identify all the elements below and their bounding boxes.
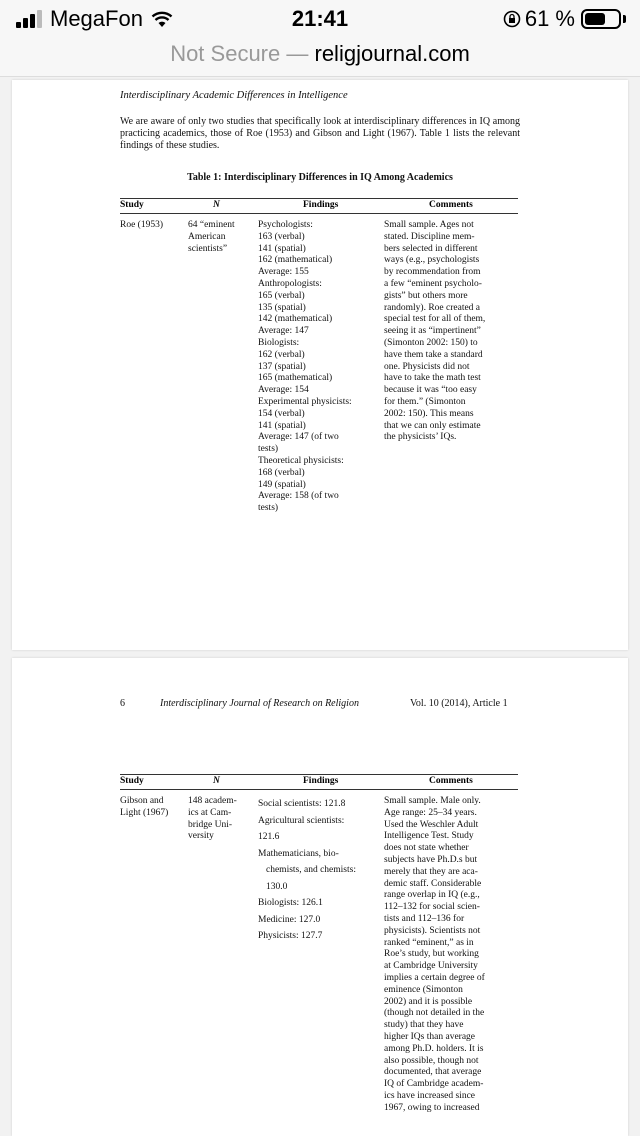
study-line: Gibson and	[120, 796, 164, 806]
comment-line: Age range: 25–34 years.	[384, 807, 477, 818]
status-bar	[0, 0, 640, 40]
header-findings: Findings	[303, 200, 339, 210]
comment-line: IQ of Cambridge academ-	[384, 1079, 484, 1090]
table-caption: Table 1: Interdisciplinary Differences in IQ Among Academics	[187, 172, 453, 183]
n-line: bridge Uni-	[188, 819, 233, 830]
battery-percent: 61 %	[524, 6, 575, 31]
finding-line: Psychologists:	[258, 220, 313, 230]
header-n: N	[213, 776, 220, 786]
comment-line: demic staff. Considerable	[384, 878, 482, 889]
volume-info: Vol. 10 (2014), Article 1	[410, 698, 508, 709]
orientation-lock-icon	[503, 10, 521, 28]
comment-line: range overlap in IQ (e.g.,	[384, 890, 480, 901]
comment-line: have them take a standard	[384, 349, 483, 360]
table-cell-study: Roe (1953)	[120, 220, 164, 230]
page-number: 6	[120, 698, 125, 709]
body-paragraph: We are aware of only two studies that specifically look at interdisciplinary differences in IQ among practicing academics, those of Roe (1953) and Gibson and Light (1967). Table 1 lists the relevant findings of these studies.	[120, 116, 520, 151]
carrier-name: MegaFon	[50, 6, 143, 31]
comment-line: gists” but others more	[384, 290, 468, 301]
finding-line: Experimental physicists:	[258, 396, 352, 407]
comment-line: ranked “eminent,” as in	[384, 937, 474, 948]
battery-icon	[581, 9, 621, 29]
header-study: Study	[120, 776, 144, 786]
finding-line: 121.6	[258, 832, 280, 842]
table-header	[120, 198, 518, 214]
finding-line: 168 (verbal)	[258, 467, 305, 478]
header-n: N	[213, 200, 220, 210]
header-study: Study	[120, 200, 144, 210]
comment-line: the physicists’ IQs.	[384, 432, 457, 443]
finding-line: tests)	[258, 444, 279, 455]
table-header	[120, 774, 518, 790]
comment-line: (though not detailed in the	[384, 1008, 485, 1019]
comment-line: Small sample. Male only.	[384, 796, 481, 806]
address-bar[interactable]	[0, 40, 640, 77]
comment-line: 2002) and it is possible	[384, 996, 473, 1007]
comment-line: Used the Weschler Adult	[384, 819, 479, 830]
comment-line: ways (e.g., psychologists	[384, 255, 480, 266]
finding-line: Medicine: 127.0	[258, 914, 321, 925]
comment-line: Roe’s study, but working	[384, 949, 479, 960]
header-comments: Comments	[429, 200, 473, 210]
finding-line: 165 (verbal)	[258, 290, 305, 301]
finding-line: Physicists: 127.7	[258, 931, 323, 941]
comment-line: for them.” (Simonton	[384, 396, 466, 407]
comment-line: documented, that average	[384, 1067, 482, 1078]
pdf-page	[12, 658, 628, 1136]
header-comments: Comments	[429, 776, 473, 786]
comment-line: 112–132 for social scien-	[384, 902, 480, 913]
table-cell-study	[120, 796, 168, 820]
finding-line: Biologists: 126.1	[258, 898, 323, 908]
finding-line: Anthropologists:	[258, 278, 322, 289]
comment-line: randomly). Roe created a	[384, 302, 481, 313]
comment-line: seeing it as “impertinent”	[384, 326, 481, 337]
comment-line: Small sample. Ages not	[384, 220, 474, 230]
comment-line: (Simonton 2002: 150) to	[384, 337, 478, 348]
table-cell-comments	[384, 796, 485, 1115]
security-label: Not Secure	[170, 41, 281, 66]
header-findings: Findings	[303, 776, 339, 786]
battery-status	[503, 6, 626, 32]
comment-line: higher IQs than average	[384, 1031, 476, 1042]
finding-line: 162 (mathematical)	[258, 255, 333, 266]
comment-line: Intelligence Test. Study	[384, 831, 474, 842]
finding-line: 141 (spatial)	[258, 420, 306, 431]
comment-line: subjects have Ph.D.s but	[384, 854, 478, 865]
n-line: ics at Cam-	[188, 807, 232, 818]
finding-line: Social scientists: 121.8	[258, 799, 346, 809]
comment-line: tists and 112–136 for	[384, 913, 465, 924]
finding-line: Agricultural scientists:	[258, 815, 345, 826]
comment-line: also possible, though not	[384, 1055, 479, 1066]
comment-line: a few “eminent psycholo-	[384, 278, 482, 289]
finding-line: Mathematicians, bio-	[258, 848, 339, 859]
finding-line: 130.0	[266, 881, 288, 892]
n-line: American	[188, 231, 226, 242]
finding-line: Average: 154	[258, 385, 309, 396]
comment-line: 1967, owing to increased	[384, 1102, 480, 1113]
finding-line: 149 (spatial)	[258, 479, 306, 490]
comment-line: does not state whether	[384, 843, 469, 854]
finding-line: Average: 147	[258, 326, 309, 337]
comment-line: by recommendation from	[384, 267, 481, 278]
comment-line: one. Physicists did not	[384, 361, 470, 372]
comment-line: that we can only estimate	[384, 420, 481, 431]
finding-line: 142 (mathematical)	[258, 314, 333, 325]
comment-line: have to take the math test	[384, 373, 481, 384]
study-line: Light (1967)	[120, 807, 169, 818]
finding-line: 165 (mathematical)	[258, 373, 333, 384]
comment-line: physicists). Scientists not	[384, 925, 481, 936]
comment-line: study) that they have	[384, 1020, 464, 1031]
comment-line: implies a certain degree of	[384, 972, 485, 983]
table-cell-comments	[384, 220, 485, 444]
comment-line: because it was “too easy	[384, 385, 477, 396]
finding-line: 163 (verbal)	[258, 231, 305, 242]
journal-title: Interdisciplinary Journal of Research on Religion	[160, 698, 359, 709]
finding-line: Average: 147 (of two	[258, 432, 339, 443]
comment-line: ics have increased since	[384, 1090, 475, 1101]
finding-line: 137 (spatial)	[258, 361, 306, 372]
comment-line: eminence (Simonton	[384, 984, 463, 995]
url-separator: —	[286, 41, 309, 66]
finding-line: Average: 155	[258, 267, 309, 278]
table-cell-findings	[258, 796, 356, 945]
finding-line: chemists, and chemists:	[266, 865, 356, 875]
finding-line: 162 (verbal)	[258, 349, 305, 360]
comment-line: 2002: 150). This means	[384, 408, 474, 419]
n-line: 148 academ-	[188, 796, 237, 806]
n-line: scientists”	[188, 243, 228, 254]
comment-line: bers selected in different	[384, 243, 478, 254]
finding-line: Average: 158 (of two	[258, 491, 339, 502]
table-cell-n	[188, 796, 237, 843]
table-cell-findings	[258, 220, 352, 515]
n-line: 64 “eminent	[188, 220, 235, 230]
finding-line: 135 (spatial)	[258, 302, 306, 313]
table-cell-n	[188, 220, 235, 255]
section-title: Interdisciplinary Academic Differences in Intelligence	[120, 90, 348, 101]
url-domain: religjournal.com	[314, 41, 470, 66]
finding-line: tests)	[258, 503, 279, 514]
finding-line: Biologists:	[258, 337, 300, 348]
pdf-page	[12, 80, 628, 650]
finding-line: 154 (verbal)	[258, 408, 305, 419]
n-line: versity	[188, 831, 214, 842]
comment-line: merely that they are aca-	[384, 866, 478, 877]
clock: 21:41	[291, 6, 349, 31]
comment-line: special test for all of them,	[384, 314, 486, 325]
finding-line: 141 (spatial)	[258, 243, 306, 254]
finding-line: Theoretical physicists:	[258, 455, 344, 466]
comment-line: among Ph.D. holders. It is	[384, 1043, 484, 1054]
comment-line: stated. Discipline mem-	[384, 231, 475, 242]
comment-line: at Cambridge University	[384, 961, 478, 972]
